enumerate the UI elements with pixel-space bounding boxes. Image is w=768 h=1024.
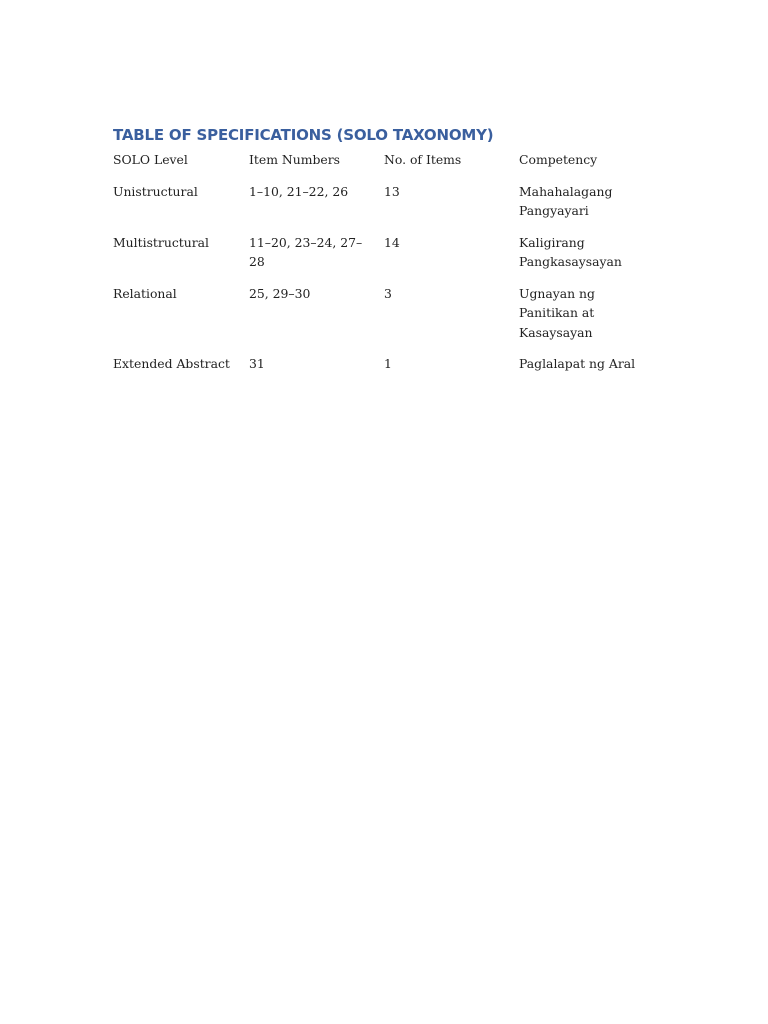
header-no-of-items: No. of Items: [384, 152, 462, 167]
cell-item-numbers: 1–10, 21–22, 26: [249, 183, 349, 199]
cell-item-numbers: 11–20, 23–24, 27–28: [249, 234, 363, 269]
cell-competency: Kaligirang Pangkasaysayan: [519, 234, 622, 269]
header-competency: Competency: [519, 152, 598, 167]
table-row: [113, 354, 653, 386]
cell-item-numbers: 31: [249, 356, 265, 371]
table-header-row: [113, 150, 653, 182]
cell-solo-level: Multistructural: [113, 234, 209, 250]
table-row: [113, 284, 653, 355]
cell-item-numbers: 25, 29–30: [249, 285, 311, 301]
cell-no-of-items: 13: [384, 183, 400, 199]
cell-competency: Mahahalagang Pangyayari: [519, 183, 613, 218]
cell-no-of-items: 1: [384, 356, 392, 371]
document-title: TABLE OF SPECIFICATIONS (SOLO TAXONOMY): [113, 126, 494, 144]
cell-solo-level: Unistructural: [113, 183, 198, 199]
cell-no-of-items: 14: [384, 234, 400, 250]
cell-competency: Paglalapat ng Aral: [519, 356, 636, 371]
cell-solo-level: Extended Abstract: [113, 356, 230, 371]
specifications-table: [113, 150, 653, 386]
table-row: [113, 233, 653, 284]
cell-solo-level: Relational: [113, 285, 177, 301]
header-item-numbers: Item Numbers: [249, 152, 341, 167]
table-row: [113, 182, 653, 233]
document-page: [113, 124, 673, 386]
header-solo-level: SOLO Level: [113, 152, 188, 167]
cell-competency: Ugnayan ng Panitikan at Kasaysayan: [519, 285, 595, 340]
cell-no-of-items: 3: [384, 285, 392, 301]
